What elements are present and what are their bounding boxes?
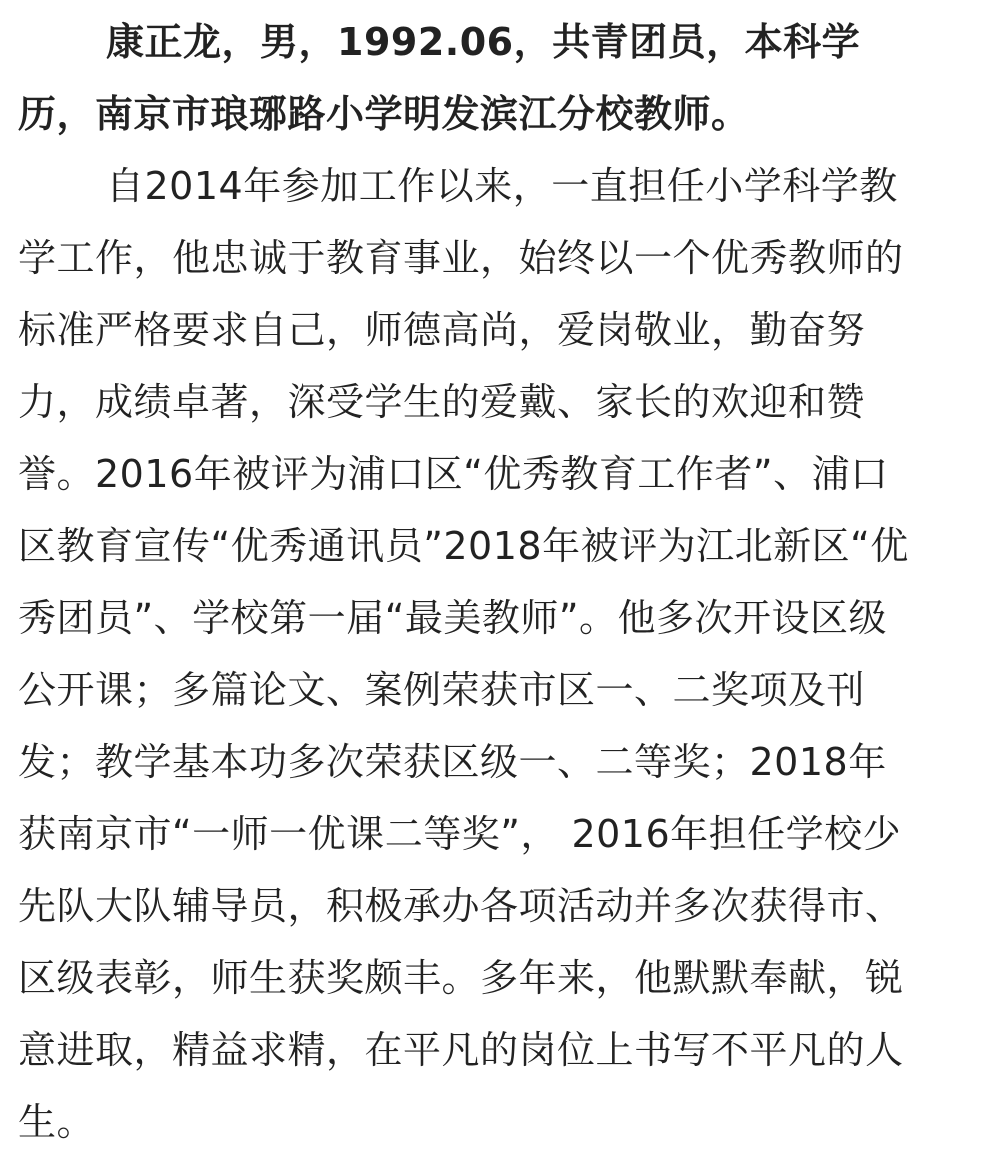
body-line: 秀团员”、学校第一届“最美教师”。他多次开设区级 bbox=[18, 596, 888, 640]
body-line: 意进取，精益求精，在平凡的岗位上书写不平凡的人 bbox=[18, 1028, 904, 1072]
bio-paragraph bbox=[18, 6, 998, 150]
body-line: 力，成绩卓著，深受学生的爱戴、家长的欢迎和赞 bbox=[18, 380, 866, 424]
article-body bbox=[18, 6, 998, 1158]
body-line: 区级表彰，师生获奖颇丰。多年来，他默默奉献，锐 bbox=[18, 956, 904, 1000]
body-line: 公开课；多篇论文、案例荣获市区一、二奖项及刊 bbox=[18, 668, 866, 712]
body-line: 生。 bbox=[18, 1100, 96, 1144]
body-line: 标准严格要求自己，师德高尚，爱岗敬业，勤奋努 bbox=[18, 308, 866, 352]
body-line: 区教育宣传“优秀通讯员”2018年被评为江北新区“优 bbox=[18, 524, 909, 568]
achievements-paragraph bbox=[18, 150, 998, 1158]
body-line: 学工作，他忠诚于教育事业，始终以一个优秀教师的 bbox=[18, 236, 904, 280]
body-line: 誉。2016年被评为浦口区“优秀教育工作者”、浦口 bbox=[18, 452, 889, 496]
bio-line: 历，南京市琅琊路小学明发滨江分校教师。 bbox=[18, 92, 750, 136]
body-line: 先队大队辅导员，积极承办各项活动并多次获得市、 bbox=[18, 884, 904, 928]
bio-line: 康正龙，男，1992.06，共青团员，本科学 bbox=[106, 20, 861, 64]
body-line: 获南京市“一师一优课二等奖”， 2016年担任学校少 bbox=[18, 812, 902, 856]
body-line: 自2014年参加工作以来，一直担任小学科学教 bbox=[106, 164, 898, 208]
body-line: 发；教学基本功多次荣获区级一、二等奖；2018年 bbox=[18, 740, 887, 784]
